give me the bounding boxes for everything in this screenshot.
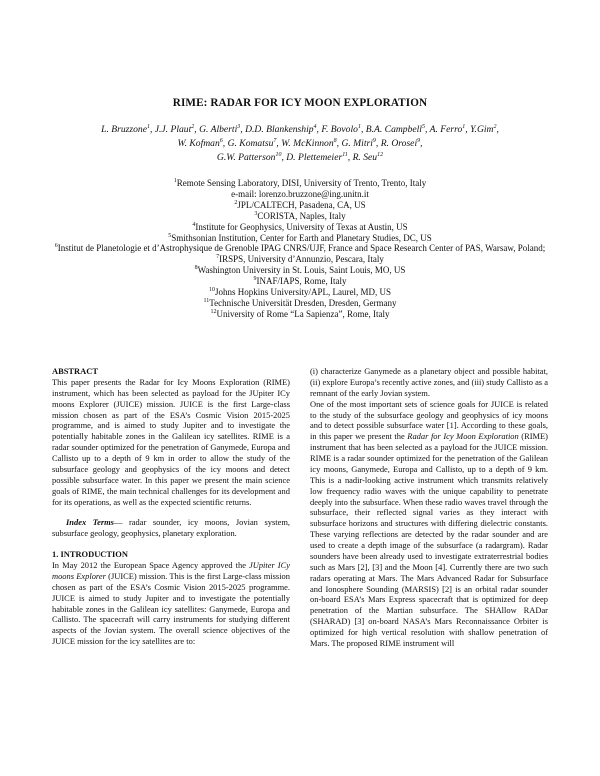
- author: A. Ferro$^1$: [429, 124, 466, 135]
- author-line-1: L. Bruzzone$^1$, J.J. Plaut$^2$, G. Alberti$^3$, D.D. Blankenship$^4$, F. Bovolo$^1$, B.A. Campbell$^5$, A. Ferro$^1$, Y.Gim$^2$,: [101, 124, 499, 135]
- affiliation-12: $^{12}$University of Rome “La Sapienza”, Rome, Italy: [210, 308, 390, 319]
- abstract-heading: ABSTRACT: [52, 366, 98, 376]
- author: F. Bovolo$^1$: [321, 124, 361, 135]
- objectives-text: (i) characterize Ganymede as a planetary object and possible habitat, (ii) explore Europa’s recently active zones, and (iii) study Callisto as a remnant of the early Jovian system.: [310, 366, 548, 398]
- affiliation-9: $^9$INAF/IAPS, Rome, Italy: [253, 276, 347, 287]
- abstract-text: This paper presents the Radar for Icy Moons Exploration (RIME) instrument, which has been selected as payload for the JUpiter ICy moons Explorer (JUICE) mission. JUICE is the first Large-class mission chosen as part of the ESA’s Cosmic Vision 2015-2025 programme, and is aimed to study Jupiter and to investigate the potentially habitable zones in the Galilean icy satellites. RIME is a radar sounder optimized for the penetration of Ganymede, Europa and Callisto up to a depth of 9 km in order to allow the study of the subsurface geology and geophysics of the icy moons and detect possible subsurface water. In this paper we present the main science goals of RIME, the main technical challenges for its development and for its operations, as well as the expected scientific returns.: [52, 376, 290, 507]
- author: R. Seu$^{12}$: [352, 152, 384, 163]
- introduction-text: In May 2012 the European Space Agency approved the JUpiter ICy moons Explorer (JUICE) mission. This is the first Large-class mission chosen as part of the ESA’s Cosmic Vision 2015-2025 programme. JUICE is aimed to study Jupiter and to investigate the potentially habitable zones in the Galilean icy satellites: Ganymede, Europa and Callisto. The spacecraft will carry instruments for studying different aspects of the Jovian system. The overall science objectives of the JUICE mission for the icy satellites are to:: [52, 560, 290, 647]
- introduction-heading: 1. INTRODUCTION: [52, 549, 128, 560]
- index-terms: Index Terms— radar sounder, icy moons, Jovian system, subsurface geology, geophysics, planetary exploration.: [52, 517, 290, 539]
- affiliation-1: $^1$Remote Sensing Laboratory, DISI, University of Trento, Trento, Italy: [173, 178, 427, 188]
- author: G. Mitri$^9$: [341, 138, 376, 149]
- author: J.J. Plaut$^2$: [154, 124, 195, 135]
- affiliation-3: $^3$CORISTA, Naples, Italy: [254, 210, 346, 221]
- left-column: [52, 366, 290, 647]
- contact-email: e-mail: lorenzo.bruzzone@ing.unitn.it: [231, 188, 369, 199]
- author: G. Komatsu$^7$: [227, 138, 277, 149]
- author: D. Plettemeier$^{11}$: [286, 152, 348, 163]
- affiliation-6: $^6$Institut de Planetologie et d’Astrophysique de Grenoble IPAG CNRS/UJF, France and Space Research Center of PAS, Warsaw, Poland;: [54, 243, 546, 254]
- affiliation-2: $^2$JPL/CALTECH, Pasadena, CA, US: [234, 199, 366, 210]
- affiliation-10: $^{10}$Johns Hopkins University/APL, Laurel, MD, US: [209, 287, 391, 298]
- author-list: [40, 123, 560, 165]
- affiliation-4: $^4$Institute for Geophysics, University of Texas at Austin, US: [192, 221, 408, 232]
- author: L. Bruzzone$^1$: [101, 124, 150, 135]
- author-line-2: W. Kofman$^6$, G. Komatsu$^7$, W. McKinnon$^8$, G. Mitri$^9$, R. Orosei$^9$,: [177, 138, 423, 149]
- author: G.W. Patterson$^{10}$: [216, 152, 282, 163]
- rime-overview-text: One of the most important sets of science goals for JUICE is related to the study of the subsurface geology and geophysics of icy moons and to detect possible subsurface water [1]. According to these goals, in this paper we present the Radar for Icy Moon Exploration (RIME) instrument that has been selected as a payload for the JUICE mission. RIME is a radar sounder optimized for the penetration of the Galilean icy moons, Ganymede, Europa and Callisto, up to a depth of 9 km. This is a nadir-looking active instrument which transmits relatively low frequency radio waves with the unique capability to penetrate deeply into the subsurface. When these radio waves travel through the subsurface, their reflected signal varies as they interact with subsurface horizons and structures with differing dielectric constants. These varying reflections are detected by the radar sounder and are used to create a depth image of the subsurface (a radargram). Radar sounders have been already used to investigate extraterrestrial bodies such as Mars [2], [3] and the Moon [4]. Currently there are two such radars operating at Mars. The Mars Advanced Radar for Subsurface and Ionosphere Sounding (MARSIS) [2] is an orbital radar sounder on-board ESA’s Mars Express spacecraft that is optimized for deep penetration of the Martian subsurface. The SHAllow RADar (SHARAD) [3] on-board NASA’s Mars Reconnaissance Orbiter is optimized for high vertical resolution with shallow penetration of Mars. The proposed RIME instrument will: [310, 398, 548, 648]
- author: G. Alberti$^3$: [199, 124, 241, 135]
- author: D.D. Blankenship$^4$: [245, 124, 317, 135]
- affiliation-list: [20, 178, 580, 320]
- affiliation-11: $^{11}$Technische Universität Dresden, Dresden, Germany: [203, 297, 397, 308]
- affiliation-5: $^5$Smithsonian Institution, Center for Earth and Planetary Studies, DC, US: [168, 232, 432, 243]
- index-terms-label: Index Terms: [66, 517, 114, 528]
- author: W. McKinnon$^8$: [281, 138, 337, 149]
- author: R. Orosei$^9$: [380, 138, 421, 149]
- affiliation-8: $^8$Washington University in St. Louis, Saint Louis, MO, US: [194, 265, 406, 276]
- author: W. Kofman$^6$: [177, 138, 223, 149]
- author-line-3: G.W. Patterson$^{10}$, D. Plettemeier$^{11}$, R. Seu$^{12}$: [216, 152, 384, 163]
- paper-title: RIME: RADAR FOR ICY MOON EXPLORATION: [172, 97, 428, 109]
- right-column: [310, 366, 548, 649]
- author: B.A. Campbell$^5$: [365, 124, 425, 135]
- affiliation-7: $^7$IRSPS, University d’Annunzio, Pescara, Italy: [216, 254, 384, 265]
- author: Y.Gim$^2$: [470, 124, 497, 135]
